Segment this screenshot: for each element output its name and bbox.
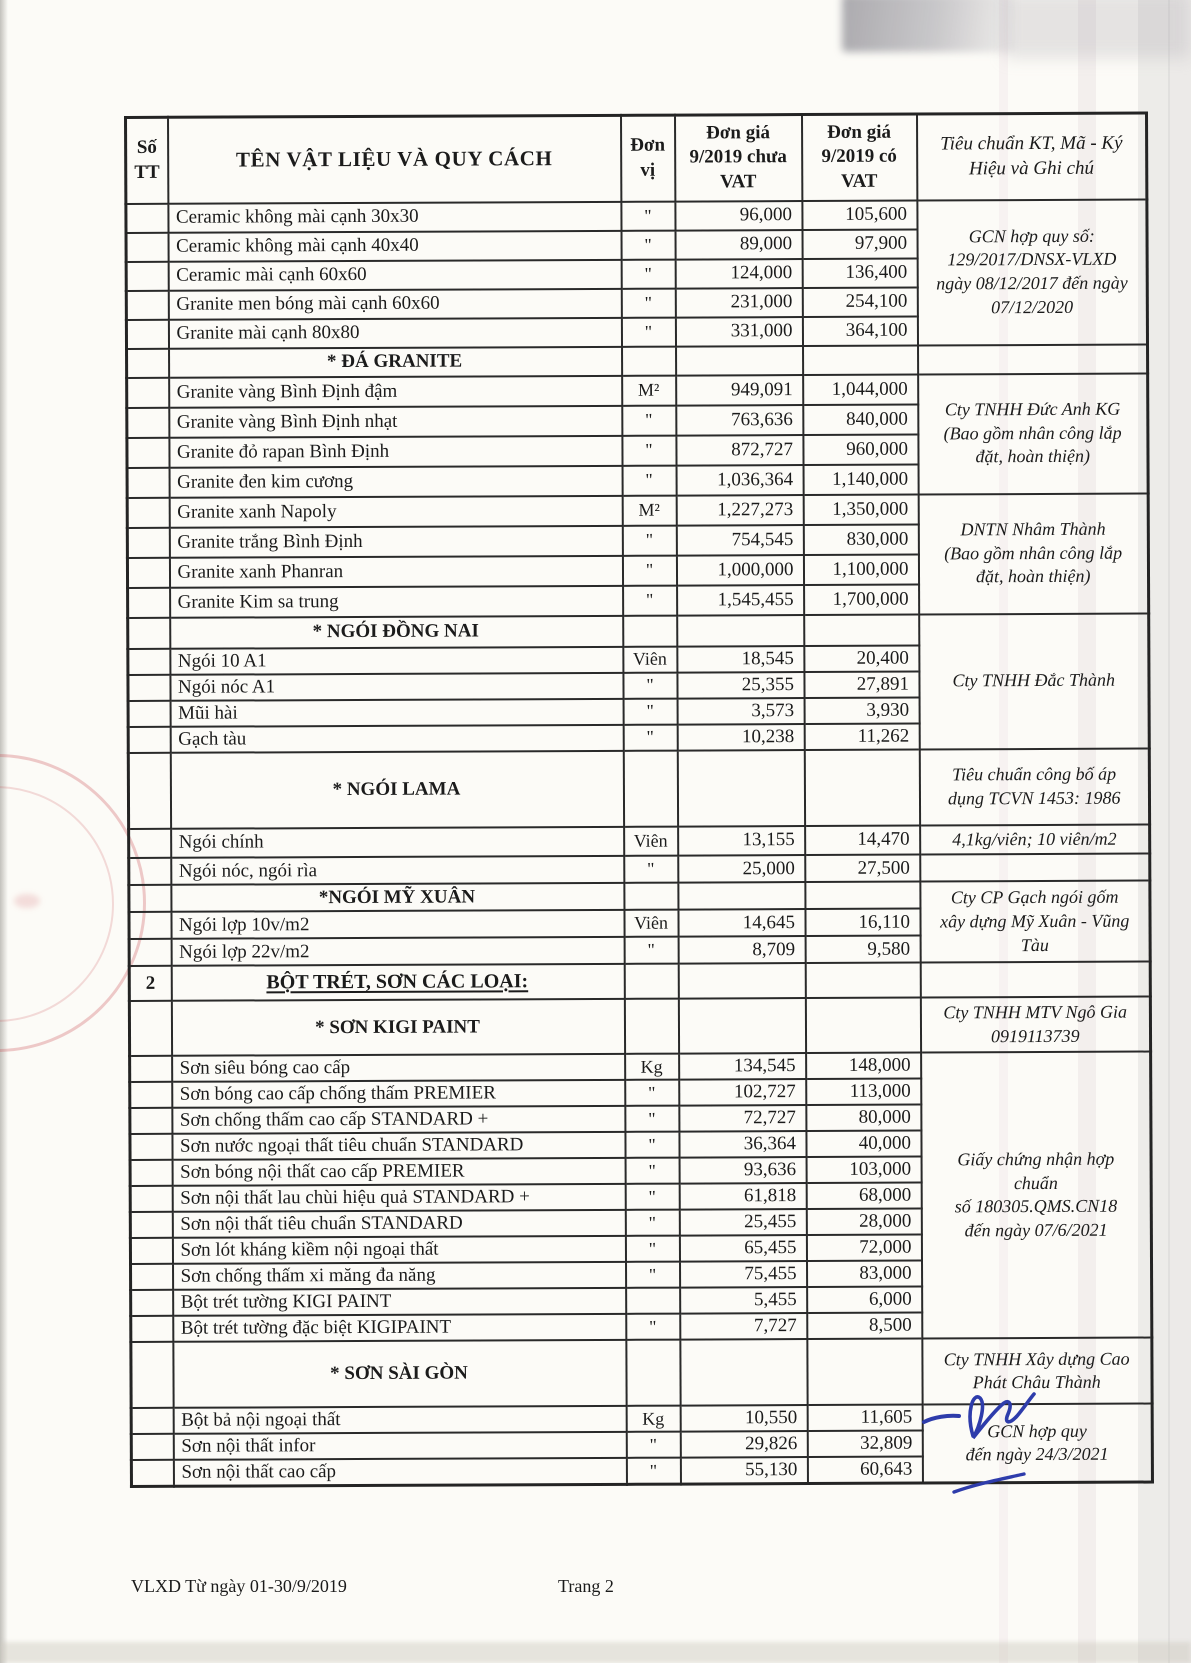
cell-stt [129,912,171,939]
header-price-no-vat: Đơn giá 9/2019 chưa VAT [675,115,802,202]
cell-stt [126,319,168,348]
cell-material-name: *NGÓI MỸ XUÂN [171,883,624,912]
cell-price-vat [805,963,920,999]
table-row [126,199,1147,232]
cell-price-vat: 136,400 [802,258,917,288]
cell-price-no-vat: 102,727 [679,1079,806,1106]
table-row [129,997,1150,1056]
cell-price-vat: 32,809 [807,1431,922,1458]
cell-material-name: Sơn lót kháng kiềm nội ngoại thất [172,1236,625,1264]
cell-price-vat: 103,000 [806,1157,921,1184]
cell-stt [126,203,168,232]
cell-stt [129,828,171,858]
cell-unit: Viên [624,826,678,856]
cell-price-vat: 60,643 [807,1457,922,1484]
cell-note: GCN hợp quy số: 129/2017/DNSX-VLXD ngày 08/12/2017 đến ngày 07/12/2020 [917,199,1148,345]
cell-unit: " [623,724,677,750]
cell-material-name: Granite vàng Bình Định nhạt [169,405,622,437]
signature [918,1378,1068,1508]
cell-unit: " [625,1210,679,1236]
cell-price-vat: 14,470 [805,825,920,855]
cell-stt [129,1001,171,1056]
cell-price-vat: 6,000 [807,1287,922,1314]
cell-stt [127,527,169,557]
cell-price-no-vat [676,346,803,376]
cell-material-name: Sơn siêu bóng cao cấp [172,1054,625,1082]
cell-stt [128,726,170,752]
cell-price-no-vat: 5,455 [680,1287,807,1314]
table-row [129,962,1150,1001]
cell-unit: " [626,1458,680,1485]
cell-price-vat: 254,100 [802,287,917,317]
cell-price-no-vat: 1,000,000 [676,555,803,586]
cell-stt [127,557,169,587]
cell-unit: " [622,435,676,465]
cell-unit: Viên [624,910,678,937]
cell-price-no-vat: 61,818 [679,1183,806,1210]
cell-stt [129,939,171,966]
cell-price-no-vat: 25,000 [678,855,805,883]
cell-stt [131,1408,173,1434]
cell-material-name: * ĐÁ GRANITE [169,346,622,377]
cell-stt [128,617,170,648]
cell-unit: Kg [626,1406,680,1432]
cell-stt [126,232,168,261]
cell-material-name: Bột bả nội ngoại thất [173,1406,626,1434]
cell-price-no-vat: 10,238 [677,724,804,751]
cell-price-no-vat: 763,636 [676,405,803,436]
cell-price-no-vat [677,615,804,647]
cell-price-vat: 11,262 [804,723,919,750]
cell-stt [131,1264,173,1290]
cell-price-vat: 113,000 [806,1079,921,1106]
cell-price-vat [807,1339,922,1406]
cell-unit: " [622,555,676,585]
cell-price-no-vat: 231,000 [675,288,802,318]
cell-note: 4,1kg/viên; 10 viên/m2 [920,824,1150,855]
cell-price-no-vat: 10,550 [680,1405,807,1432]
cell-unit: " [621,201,675,230]
cell-stt [131,1460,173,1487]
cell-stt [127,348,169,377]
cell-price-vat: 364,100 [802,316,917,346]
cell-note [920,854,1150,882]
cell-price-vat: 840,000 [803,404,918,435]
cell-material-name: Sơn chống thấm cao cấp STANDARD + [172,1106,625,1134]
cell-unit: M² [622,375,676,405]
cell-price-no-vat: 25,355 [677,672,804,699]
cell-price-vat: 1,140,000 [803,464,918,495]
cell-stt [128,752,170,828]
footer-period-label: VLXD Từ ngày 01-30/9/2019 [131,1576,347,1596]
cell-price-no-vat: 55,130 [680,1457,807,1484]
cell-unit: " [621,230,675,259]
scan-streak [1168,0,1191,1663]
cell-material-name: Bột trét tường đặc biệt KIGIPAINT [173,1314,626,1342]
cell-material-name: * SƠN SÀI GÒN [173,1340,626,1408]
cell-material-name: Granite men bóng mài cạnh 60x60 [168,288,621,319]
cell-unit: " [626,1432,680,1458]
cell-price-vat: 830,000 [803,524,918,555]
header-price-vat: Đơn giá 9/2019 có VAT [802,114,917,201]
cell-note: Cty CP Gạch ngói gốm xây dựng Mỹ Xuân - Vũng Tàu [920,881,1150,963]
cell-stt [130,1186,172,1212]
cell-price-vat: 1,100,000 [803,554,918,585]
cell-price-no-vat: 93,636 [679,1157,806,1184]
cell-material-name: Granite xanh Napoly [169,495,622,527]
cell-price-no-vat: 75,455 [680,1261,807,1288]
cell-price-no-vat: 124,000 [675,259,802,289]
table-row [127,493,1148,527]
cell-price-vat: 80,000 [806,1105,921,1132]
cell-material-name: * NGÓI LAMA [170,750,623,828]
cell-material-name: Sơn nội thất cao cấp [173,1458,626,1486]
cell-unit [626,1340,680,1406]
cell-unit: " [623,585,677,615]
cell-stt: 2 [129,966,171,1001]
cell-price-no-vat: 331,000 [675,317,802,347]
cell-stt [131,1434,173,1460]
cell-material-name: Sơn nước ngoại thất tiêu chuẩn STANDARD [172,1132,625,1160]
cell-price-vat: 1,350,000 [803,494,918,525]
cell-material-name: Granite mài cạnh 80x80 [168,317,621,348]
cell-stt [128,587,170,617]
cell-stt [131,1290,173,1316]
cell-price-vat [805,998,920,1054]
cell-material-name: Ngói 10 A1 [170,646,623,674]
cell-price-no-vat: 36,364 [679,1131,806,1158]
cell-stt [127,437,169,467]
cell-note [918,344,1148,374]
cell-note: Tiêu chuẩn công bố áp dụng TCVN 1453: 1986 [919,748,1149,825]
header-notes: Tiêu chuẩn KT, Mã - Ký Hiệu và Ghi chú [916,113,1146,200]
cell-material-name: Ngói nóc, ngói rìa [171,856,624,885]
cell-unit: " [625,1184,679,1210]
cell-price-no-vat: 7,727 [680,1313,807,1340]
cell-price-no-vat: 949,091 [676,375,803,406]
red-stamp-mark [14,894,40,908]
cell-price-vat: 9,580 [805,936,920,964]
cell-unit: " [622,465,676,495]
cell-unit: Viên [623,646,677,672]
cell-stt [130,1212,172,1238]
cell-price-no-vat: 1,036,364 [676,465,803,496]
cell-stt [130,1056,172,1082]
cell-price-no-vat: 29,826 [680,1431,807,1458]
cell-note: Cty TNHH MTV Ngô Gia 0919113739 [920,997,1150,1053]
cell-price-no-vat [677,750,804,827]
cell-price-vat [804,749,919,826]
price-table [124,112,1154,1489]
cell-material-name: Granite đỏ rapan Bình Định [169,435,622,467]
cell-stt [131,1342,173,1408]
cell-note: Cty TNHH Đắc Thành [919,613,1150,749]
cell-unit: " [624,856,678,883]
cell-material-name: Granite Kim sa trung [170,585,623,617]
cell-unit: " [621,288,675,317]
cell-stt [128,700,170,726]
scan-bottom-shadow [0,1642,1191,1663]
cell-material-name: Mũi hài [170,698,623,726]
footer-page-number: Trang 2 [558,1576,614,1596]
cell-unit: M² [622,495,676,525]
cell-stt [130,1108,172,1134]
cell-material-name: Ngói nóc A1 [170,672,623,700]
cell-price-vat: 20,400 [804,645,919,672]
cell-unit: " [625,1106,679,1132]
cell-stt [127,377,169,407]
cell-stt [127,497,169,527]
cell-material-name: Bột trét tường KIGI PAINT [173,1288,626,1316]
cell-material-name: Granite vàng Bình Định đậm [169,375,622,407]
cell-price-vat: 105,600 [802,200,917,230]
cell-unit: " [626,1314,680,1340]
cell-price-vat: 97,900 [802,229,917,259]
cell-price-no-vat: 72,727 [679,1105,806,1132]
table-row [129,881,1150,912]
cell-unit [624,883,678,910]
cell-unit: " [625,1132,679,1158]
cell-stt [129,885,171,912]
cell-unit: " [623,672,677,698]
cell-price-no-vat: 14,645 [678,909,805,937]
cell-note [920,962,1150,998]
cell-price-no-vat: 8,709 [678,936,805,964]
cell-price-no-vat: 18,545 [677,646,804,673]
cell-unit [624,999,678,1054]
cell-unit: " [625,1236,679,1262]
cell-price-vat: 27,500 [805,855,920,883]
cell-material-name: Ngói chính [171,826,624,858]
cell-price-no-vat: 96,000 [675,201,802,231]
cell-price-no-vat: 754,545 [676,525,803,556]
cell-unit: " [621,317,675,346]
cell-price-no-vat: 1,227,273 [676,495,803,526]
cell-price-vat: 1,044,000 [803,374,918,405]
cell-price-no-vat: 13,155 [678,826,805,856]
cell-unit: " [622,525,676,555]
header-row [126,113,1147,203]
cell-note: Cty TNHH Xây dựng Cao Phát Châu Thành [922,1338,1152,1405]
cell-price-vat [805,882,920,910]
cell-price-vat: 72,000 [806,1235,921,1262]
scan-smudge [842,0,1014,52]
cell-unit: " [624,937,678,964]
cell-price-no-vat: 65,455 [679,1235,806,1262]
cell-note: GCN hợp quy đến ngày 24/3/2021 [922,1404,1152,1484]
cell-stt [126,261,168,290]
cell-material-name: Gạch tàu [170,724,623,752]
cell-unit: " [623,698,677,724]
cell-price-no-vat: 3,573 [677,698,804,725]
header-unit: Đơn vị [621,115,675,201]
cell-material-name: Sơn nội thất lau chùi hiệu quả STANDARD + [172,1184,625,1212]
cell-stt [128,674,170,700]
cell-unit: " [621,259,675,288]
scan-smudge [1005,0,1191,58]
cell-material-name: Ngói lợp 10v/m2 [171,910,624,939]
cell-price-vat: 3,930 [804,697,919,724]
cell-unit [626,1288,680,1314]
cell-price-no-vat [678,963,805,999]
cell-stt [130,1160,172,1186]
cell-price-no-vat: 25,455 [679,1209,806,1236]
cell-unit: Kg [625,1054,679,1080]
price-table-header [126,113,1147,203]
cell-stt [129,858,171,885]
cell-material-name: BỘT TRÉT, SƠN CÁC LOẠI: [171,964,624,1001]
cell-price-no-vat: 872,727 [676,435,803,466]
cell-note: DNTN Nhâm Thành (Bao gồm nhân công lắp đặt, hoàn thiện) [918,493,1149,614]
cell-material-name: Sơn bóng nội thất cao cấp PREMIER [172,1158,625,1186]
cell-stt [130,1238,172,1264]
cell-price-no-vat: 134,545 [679,1053,806,1080]
table-row [128,613,1149,648]
cell-material-name: Granite đen kim cương [169,465,622,497]
cell-unit [624,964,678,999]
cell-price-vat [803,345,918,375]
cell-material-name: * SƠN KIGI PAINT [171,999,624,1056]
cell-note: Cty TNHH Đức Anh KG (Bao gồm nhân công lắp đặt, hoàn thiện) [918,373,1149,494]
cell-material-name: Ceramic không mài cạnh 30x30 [168,201,621,232]
cell-price-vat: 11,605 [807,1405,922,1432]
cell-unit: " [622,405,676,435]
cell-price-no-vat: 89,000 [675,230,802,260]
table-row [130,1052,1151,1082]
cell-material-name: Sơn chống thấm xi măng đa năng [173,1262,626,1290]
cell-unit: " [625,1158,679,1184]
cell-price-vat: 16,110 [805,909,920,937]
cell-price-no-vat [678,882,805,910]
cell-stt [130,1134,172,1160]
cell-material-name: Ngói lợp 22v/m2 [171,937,624,966]
cell-unit [623,750,677,826]
cell-material-name: Sơn nội thất tiêu chuẩn STANDARD [172,1210,625,1238]
cell-price-no-vat [680,1339,807,1406]
cell-material-name: Ceramic không mài cạnh 40x40 [168,230,621,261]
cell-price-vat: 40,000 [806,1131,921,1158]
table-row [127,373,1148,407]
cell-stt [131,1316,173,1342]
header-material-name: TÊN VẬT LIỆU VÀ QUY CÁCH [168,115,621,203]
price-table-body [126,199,1153,1487]
cell-material-name: Sơn nội thất infor [173,1432,626,1460]
cell-price-no-vat [678,998,805,1054]
cell-price-no-vat: 1,545,455 [677,585,804,616]
table-row [127,344,1148,377]
cell-price-vat: 27,891 [804,671,919,698]
cell-price-vat: 960,000 [803,434,918,465]
table-row [128,748,1149,828]
cell-price-vat: 28,000 [806,1209,921,1236]
cell-stt [127,407,169,437]
cell-price-vat: 1,700,000 [804,584,919,615]
cell-price-vat: 148,000 [806,1053,921,1080]
cell-material-name: * NGÓI ĐỒNG NAI [170,615,623,648]
cell-stt [128,648,170,674]
cell-material-name: Granite trắng Bình Định [169,525,622,557]
cell-price-vat: 8,500 [807,1313,922,1340]
cell-price-vat [804,614,919,646]
cell-unit [623,615,677,646]
cell-price-vat: 83,000 [807,1261,922,1288]
cell-material-name: Ceramic mài cạnh 60x60 [168,259,621,290]
cell-note: Giấy chứng nhận hợp chuẩn số 180305.QMS.CN18 đến ngày 07/6/2021 [921,1052,1152,1339]
cell-material-name: Granite xanh Phanran [169,555,622,587]
cell-material-name: Sơn bóng cao cấp chống thấm PREMIER [172,1080,625,1108]
cell-unit [622,346,676,375]
table-row [129,824,1150,858]
cell-stt [127,467,169,497]
cell-unit: " [625,1080,679,1106]
cell-stt [130,1082,172,1108]
header-stt: Số TT [126,117,168,203]
cell-price-vat: 68,000 [806,1183,921,1210]
cell-stt [126,290,168,319]
cell-unit: " [626,1262,680,1288]
